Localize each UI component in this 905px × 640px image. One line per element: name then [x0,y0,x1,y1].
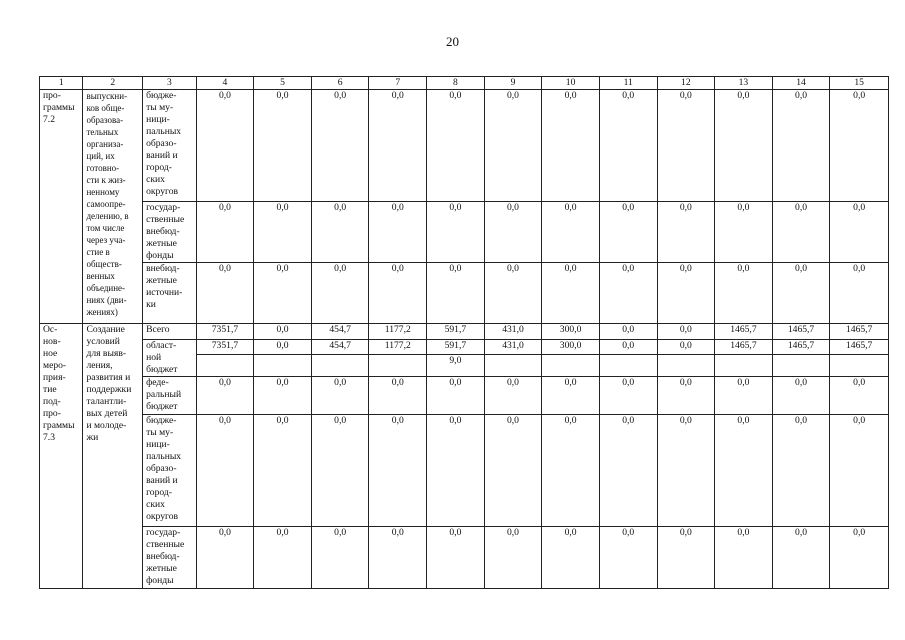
value-cell: 0,0 [254,202,312,263]
value-cell: 0,0 [542,90,600,202]
value-cell: 0,0 [599,415,657,527]
value-cell: 0,0 [369,415,427,527]
value-cell: 0,0 [427,527,485,589]
table-row [40,377,889,415]
value-cell: 0,0 [369,527,427,589]
value-cell: 0,0 [254,377,312,415]
value-cell: 0,0 [715,415,773,527]
value-cell: 0,0 [542,377,600,415]
value-cell: 591,7 [427,340,485,355]
value-cell: 0,0 [427,377,485,415]
value-cell: 0,0 [369,263,427,324]
value-cell: 0,0 [254,340,312,355]
table-row [40,324,889,340]
column-number: 3 [143,77,197,90]
value-cell: 1177,2 [369,340,427,355]
value-cell: 1465,7 [830,324,889,340]
source-cell: област- ной бюджет [143,340,197,377]
value-cell: 0,0 [254,90,312,202]
page-number: 20 [446,34,459,49]
value-cell: 0,0 [427,263,485,324]
value-cell: 0,0 [542,202,600,263]
value-cell: 0,0 [599,263,657,324]
value-cell: 0,0 [715,90,773,202]
value-cell: 0,0 [369,377,427,415]
value-cell: 0,0 [830,202,889,263]
table-row [40,202,889,263]
value-cell: 0,0 [196,415,254,527]
column-number: 14 [772,77,830,90]
program-cell: Ос- нов- ное меро- прия- тие под- про- граммы 7.3 [40,324,83,589]
source-cell: внебюд- жетные источни- ки [143,263,197,324]
column-number: 5 [254,77,312,90]
value-cell: 7351,7 [196,340,254,355]
value-cell: 0,0 [484,377,542,415]
value-cell: 0,0 [542,527,600,589]
value-cell: 0,0 [311,263,369,324]
value-cell: 431,0 [484,340,542,355]
value-cell: 0,0 [254,324,312,340]
value-cell: 0,0 [542,263,600,324]
description-cell: выпускни- ков обще- образова- тельных организа- ций, их готовно- сти к жиз- ненному самоопре- делению, в том числе через уча- стие в обществ- венных объедине- ниях (дви- жениях) [83,90,143,324]
value-cell: 0,0 [657,202,715,263]
value-cell: 0,0 [772,202,830,263]
value-cell: 0,0 [599,527,657,589]
source-cell: государ- ственные внебюд- жетные фонды [143,527,197,589]
value-cell: 0,0 [427,90,485,202]
value-cell: 0,0 [772,377,830,415]
value-cell: 0,0 [311,202,369,263]
column-number: 2 [83,77,143,90]
budget-table [39,76,889,589]
value-cell: 0,0 [484,527,542,589]
value-cell: 0,0 [599,377,657,415]
value-cell: 454,7 [311,324,369,340]
column-number: 7 [369,77,427,90]
program-cell: про- граммы 7.2 [40,90,83,324]
value-cell: 0,0 [311,527,369,589]
value-cell: 1465,7 [772,340,830,355]
value-cell: 0,0 [657,263,715,324]
value-cell: 0,0 [599,340,657,355]
value-cell: 0,0 [484,90,542,202]
value-cell: 0,0 [657,90,715,202]
value-cell: 0,0 [311,90,369,202]
value-cell: 0,0 [484,415,542,527]
source-cell: Всего [143,324,197,340]
value-cell: 0,0 [830,415,889,527]
value-cell: 0,0 [599,324,657,340]
source-cell: государ- ственные внебюд- жетные фонды [143,202,197,263]
value-cell: 0,0 [830,527,889,589]
value-cell: 0,0 [657,324,715,340]
column-number: 12 [657,77,715,90]
value-cell: 454,7 [311,340,369,355]
description-cell: Создание условий для выяв- ления, развития и поддержки талантли- вых детей и молоде- жи [83,324,143,589]
value-cell: 0,0 [369,90,427,202]
source-cell: феде- ральный бюджет [143,377,197,415]
value-cell: 0,0 [254,527,312,589]
table-row [40,263,889,324]
column-number: 4 [196,77,254,90]
value-cell: 0,0 [830,90,889,202]
value-cell: 0,0 [484,263,542,324]
column-number: 9 [484,77,542,90]
column-number: 8 [427,77,485,90]
value-cell: 0,0 [542,415,600,527]
value-cell: 0,0 [599,202,657,263]
table-row [40,90,889,202]
value-cell: 1465,7 [715,340,773,355]
column-number: 11 [599,77,657,90]
value-cell: 300,0 [542,340,600,355]
column-number: 10 [542,77,600,90]
value-cell: 0,0 [254,263,312,324]
value-cell: 0,0 [311,377,369,415]
value-cell: 0,0 [427,415,485,527]
value-cell: 0,0 [772,263,830,324]
column-number: 13 [715,77,773,90]
value-cell: 0,0 [715,377,773,415]
value-cell: 0,0 [196,527,254,589]
value-cell: 7351,7 [196,324,254,340]
table-row [40,527,889,589]
value-cell: 0,0 [715,527,773,589]
table-row [40,415,889,527]
value-cell: 0,0 [657,415,715,527]
source-cell: бюдже- ты му- ници- пальных образо- ваний и город- ских округов [143,90,197,202]
value-cell: 9,0 [427,354,485,376]
value-cell: 0,0 [599,90,657,202]
value-cell: 0,0 [196,90,254,202]
value-cell: 0,0 [830,263,889,324]
table-row [40,340,889,355]
value-cell: 0,0 [772,90,830,202]
value-cell: 0,0 [196,263,254,324]
value-cell: 0,0 [657,377,715,415]
value-cell: 0,0 [715,263,773,324]
value-cell: 0,0 [772,415,830,527]
value-cell: 0,0 [196,377,254,415]
header-row [40,77,889,90]
value-cell: 0,0 [657,340,715,355]
value-cell: 0,0 [196,202,254,263]
value-cell: 1465,7 [830,340,889,355]
value-cell: 0,0 [369,202,427,263]
column-number: 15 [830,77,889,90]
value-cell: 0,0 [715,202,773,263]
value-cell: 1465,7 [772,324,830,340]
value-cell: 0,0 [311,415,369,527]
column-number: 1 [40,77,83,90]
value-cell: 431,0 [484,324,542,340]
value-cell: 1177,2 [369,324,427,340]
value-cell: 0,0 [830,377,889,415]
value-cell: 0,0 [427,202,485,263]
value-cell: 0,0 [484,202,542,263]
value-cell: 591,7 [427,324,485,340]
source-cell: бюдже- ты му- ници- пальных образо- ваний и город- ских округов [143,415,197,527]
value-cell: 1465,7 [715,324,773,340]
value-cell: 300,0 [542,324,600,340]
value-cell: 0,0 [772,527,830,589]
value-cell: 0,0 [254,415,312,527]
value-cell: 0,0 [657,527,715,589]
column-number: 6 [311,77,369,90]
